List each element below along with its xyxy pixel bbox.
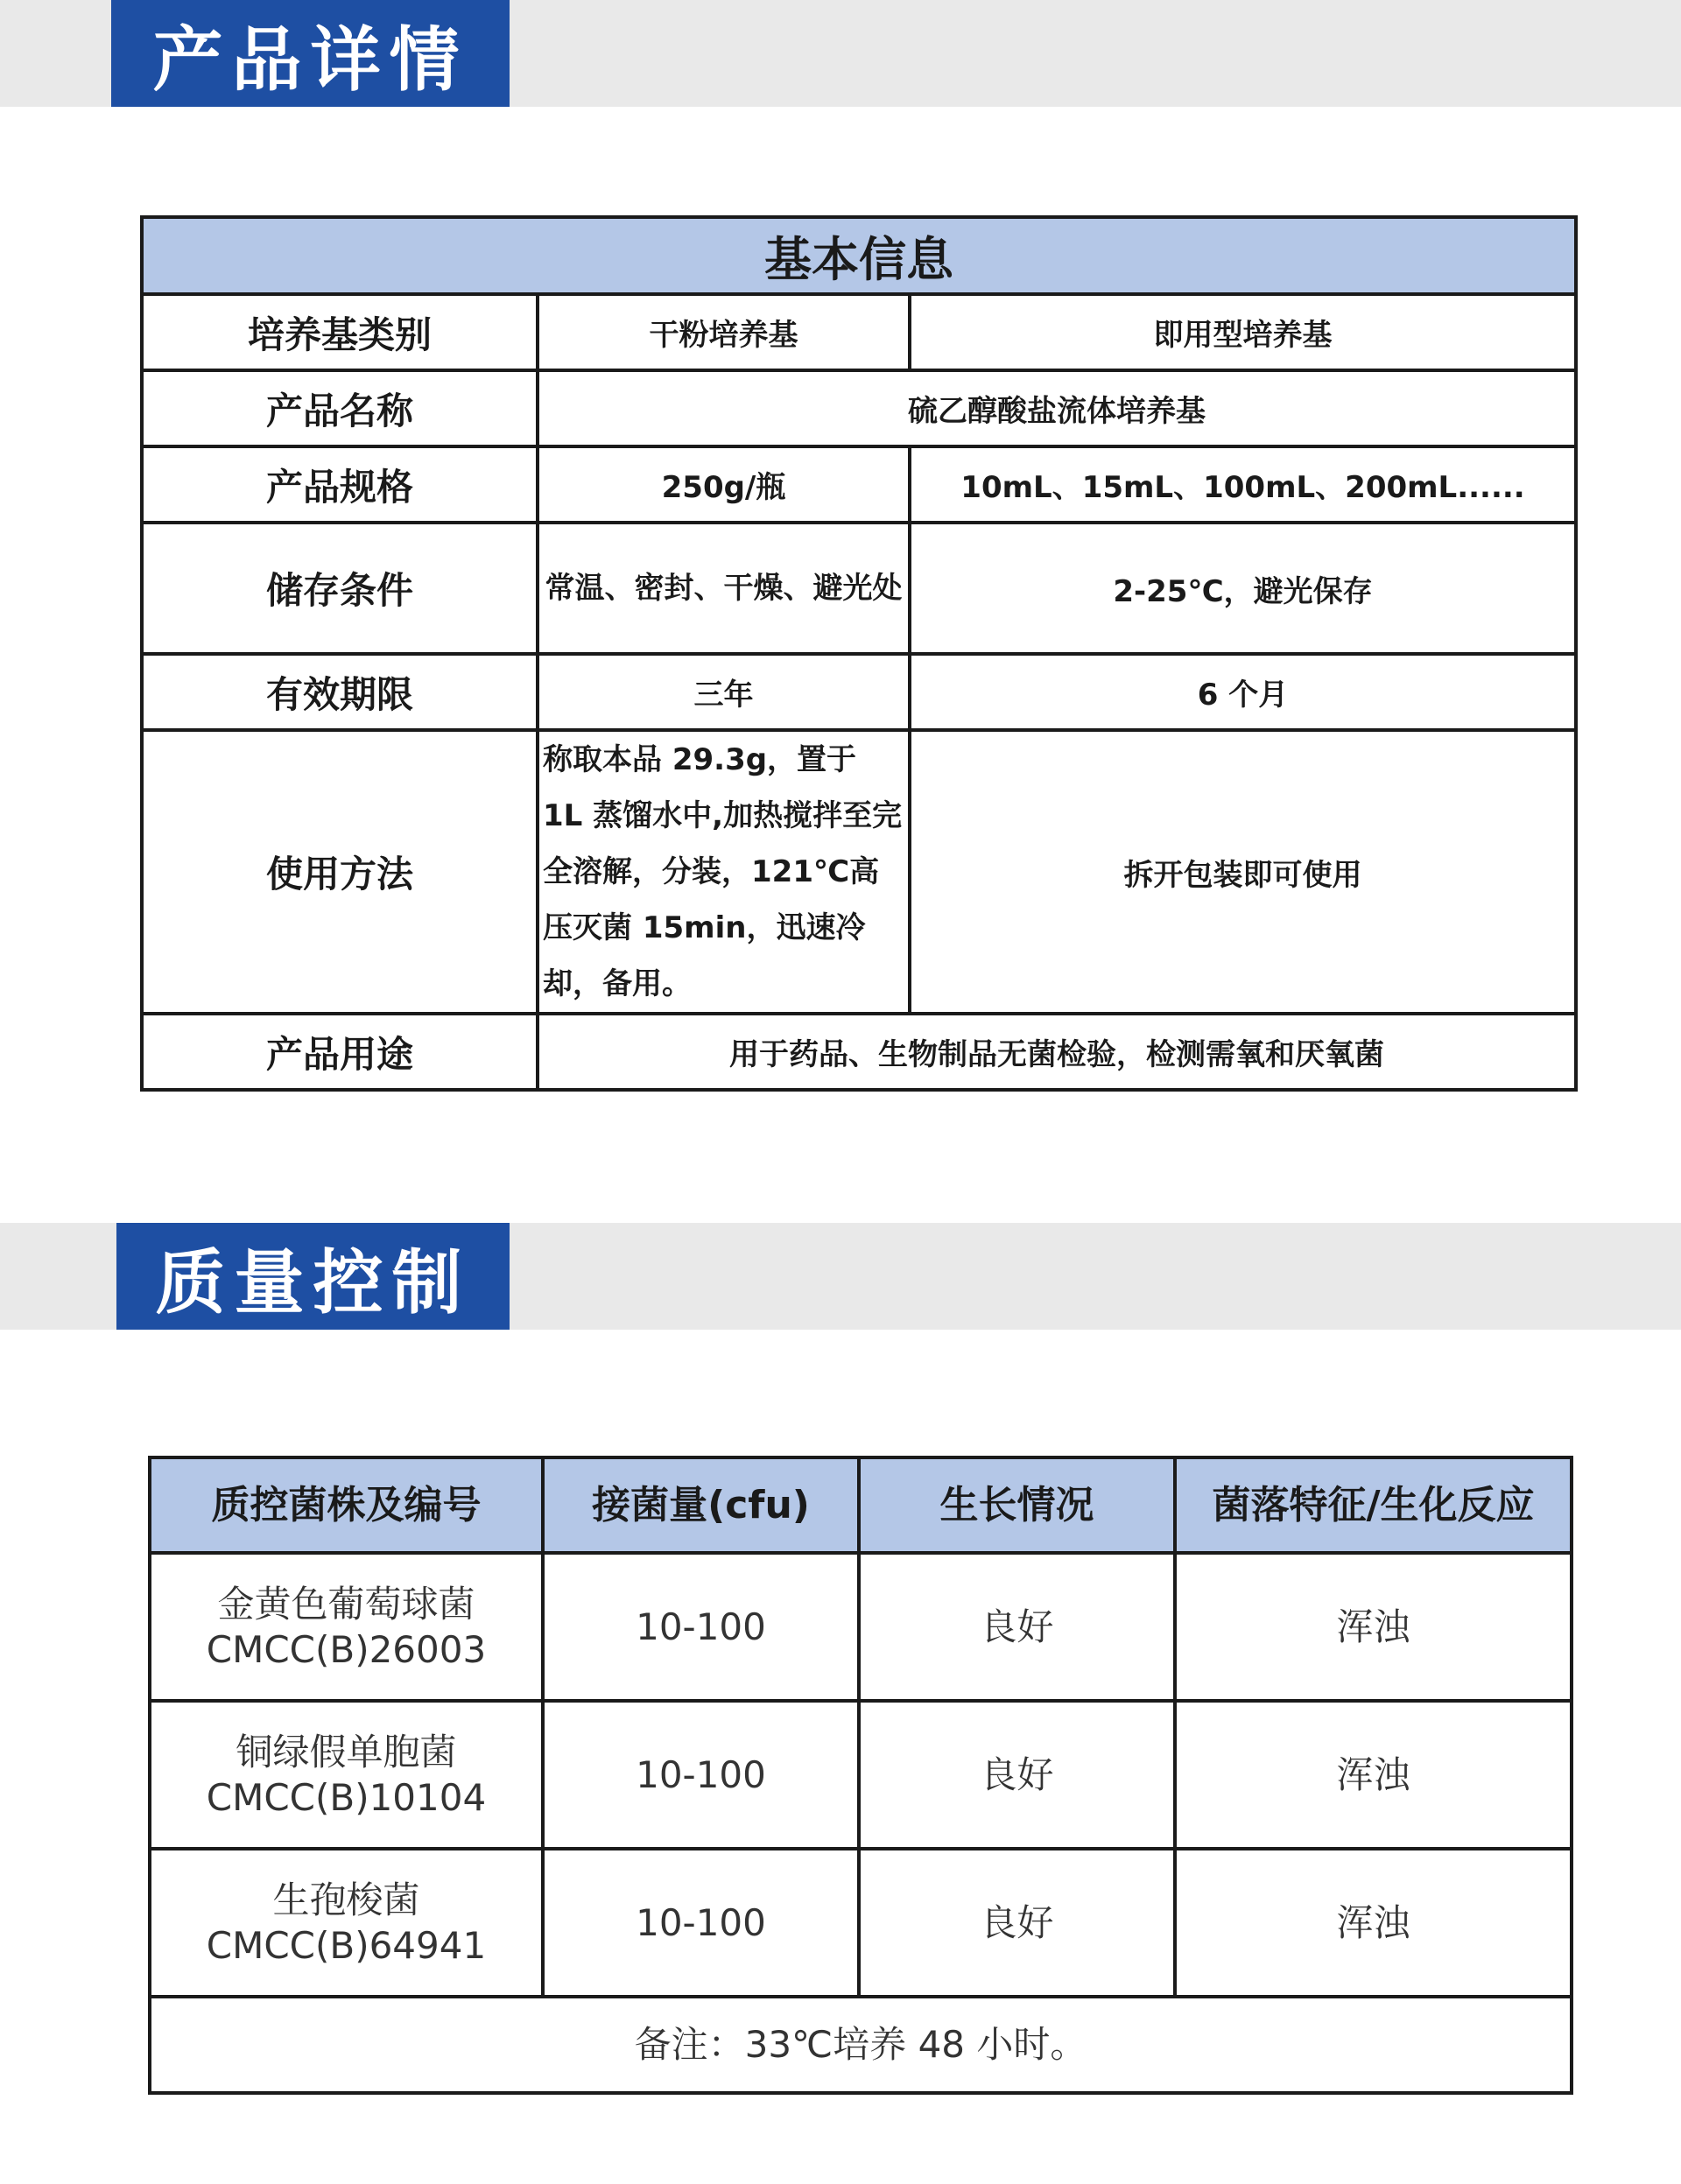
row-label: 产品规格 — [142, 446, 538, 523]
qc-cell-feature: 浑浊 — [1175, 1849, 1572, 1997]
row-label: 产品用途 — [142, 1014, 538, 1090]
cell-ready: 6 个月 — [910, 654, 1576, 730]
cell-merged: 硫乙醇酸盐流体培养基 — [538, 370, 1576, 446]
row-label: 使用方法 — [142, 730, 538, 1014]
cell-ready: 即用型培养基 — [910, 294, 1576, 370]
qc-cell-growth: 良好 — [859, 1701, 1175, 1849]
qc-table — [148, 1456, 1573, 2095]
cell-merged: 用于药品、生物制品无菌检验，检测需氧和厌氧菌 — [538, 1014, 1576, 1090]
table-row — [142, 523, 1576, 654]
section-title-quality-control: 质量控制 — [116, 1223, 510, 1330]
table-row — [142, 370, 1576, 446]
table-row — [142, 294, 1576, 370]
strain-name: 金黄色葡萄球菌 — [217, 1582, 475, 1626]
qc-header-row — [150, 1457, 1572, 1553]
qc-cell-strain — [150, 1849, 543, 1997]
strain-name: 生孢梭菌 — [272, 1878, 420, 1921]
row-label: 培养基类别 — [142, 294, 538, 370]
qc-note: 备注：33℃培养 48 小时。 — [150, 1997, 1572, 2093]
basic-info-table — [140, 215, 1578, 1092]
qc-cell-feature: 浑浊 — [1175, 1701, 1572, 1849]
basic-info-header-row — [142, 217, 1576, 294]
qc-header-strain: 质控菌株及编号 — [150, 1457, 543, 1553]
cell-dry: 250g/瓶 — [538, 446, 910, 523]
qc-header-feature: 菌落特征/生化反应 — [1175, 1457, 1572, 1553]
qc-note-row — [150, 1997, 1572, 2093]
table-row — [142, 654, 1576, 730]
qc-cell-inoculum: 10-100 — [543, 1849, 859, 1997]
row-label: 有效期限 — [142, 654, 538, 730]
qc-cell-inoculum: 10-100 — [543, 1701, 859, 1849]
cell-dry: 常温、密封、干燥、避光处 — [538, 523, 910, 654]
strain-code: CMCC(B)64941 — [206, 1923, 487, 1967]
cell-ready: 10mL、15mL、100mL、200mL...... — [910, 446, 1576, 523]
table-row — [142, 730, 1576, 1014]
qc-cell-strain — [150, 1701, 543, 1849]
cell-dry: 三年 — [538, 654, 910, 730]
table-row — [150, 1849, 1572, 1997]
qc-cell-growth: 良好 — [859, 1553, 1175, 1701]
cell-dry: 称取本品 29.3g，置于 1L 蒸馏水中,加热搅拌至完全溶解，分装，121℃高压灭菌 15min，迅速冷却，备用。 — [538, 730, 910, 1014]
row-label: 产品名称 — [142, 370, 538, 446]
basic-info-title: 基本信息 — [142, 217, 1576, 294]
qc-header-growth: 生长情况 — [859, 1457, 1175, 1553]
qc-cell-strain — [150, 1553, 543, 1701]
table-row — [150, 1701, 1572, 1849]
cell-ready: 2-25℃，避光保存 — [910, 523, 1576, 654]
qc-header-inoculum: 接菌量(cfu) — [543, 1457, 859, 1553]
strain-code: CMCC(B)10104 — [206, 1775, 487, 1819]
qc-cell-feature: 浑浊 — [1175, 1553, 1572, 1701]
cell-ready: 拆开包装即可使用 — [910, 730, 1576, 1014]
table-row — [142, 1014, 1576, 1090]
strain-code: CMCC(B)26003 — [206, 1627, 487, 1671]
table-row — [142, 446, 1576, 523]
section-title-product-details: 产品详情 — [111, 0, 510, 107]
row-label: 储存条件 — [142, 523, 538, 654]
cell-dry: 干粉培养基 — [538, 294, 910, 370]
qc-cell-inoculum: 10-100 — [543, 1553, 859, 1701]
qc-cell-growth: 良好 — [859, 1849, 1175, 1997]
strain-name: 铜绿假单胞菌 — [236, 1730, 457, 1773]
table-row — [150, 1553, 1572, 1701]
